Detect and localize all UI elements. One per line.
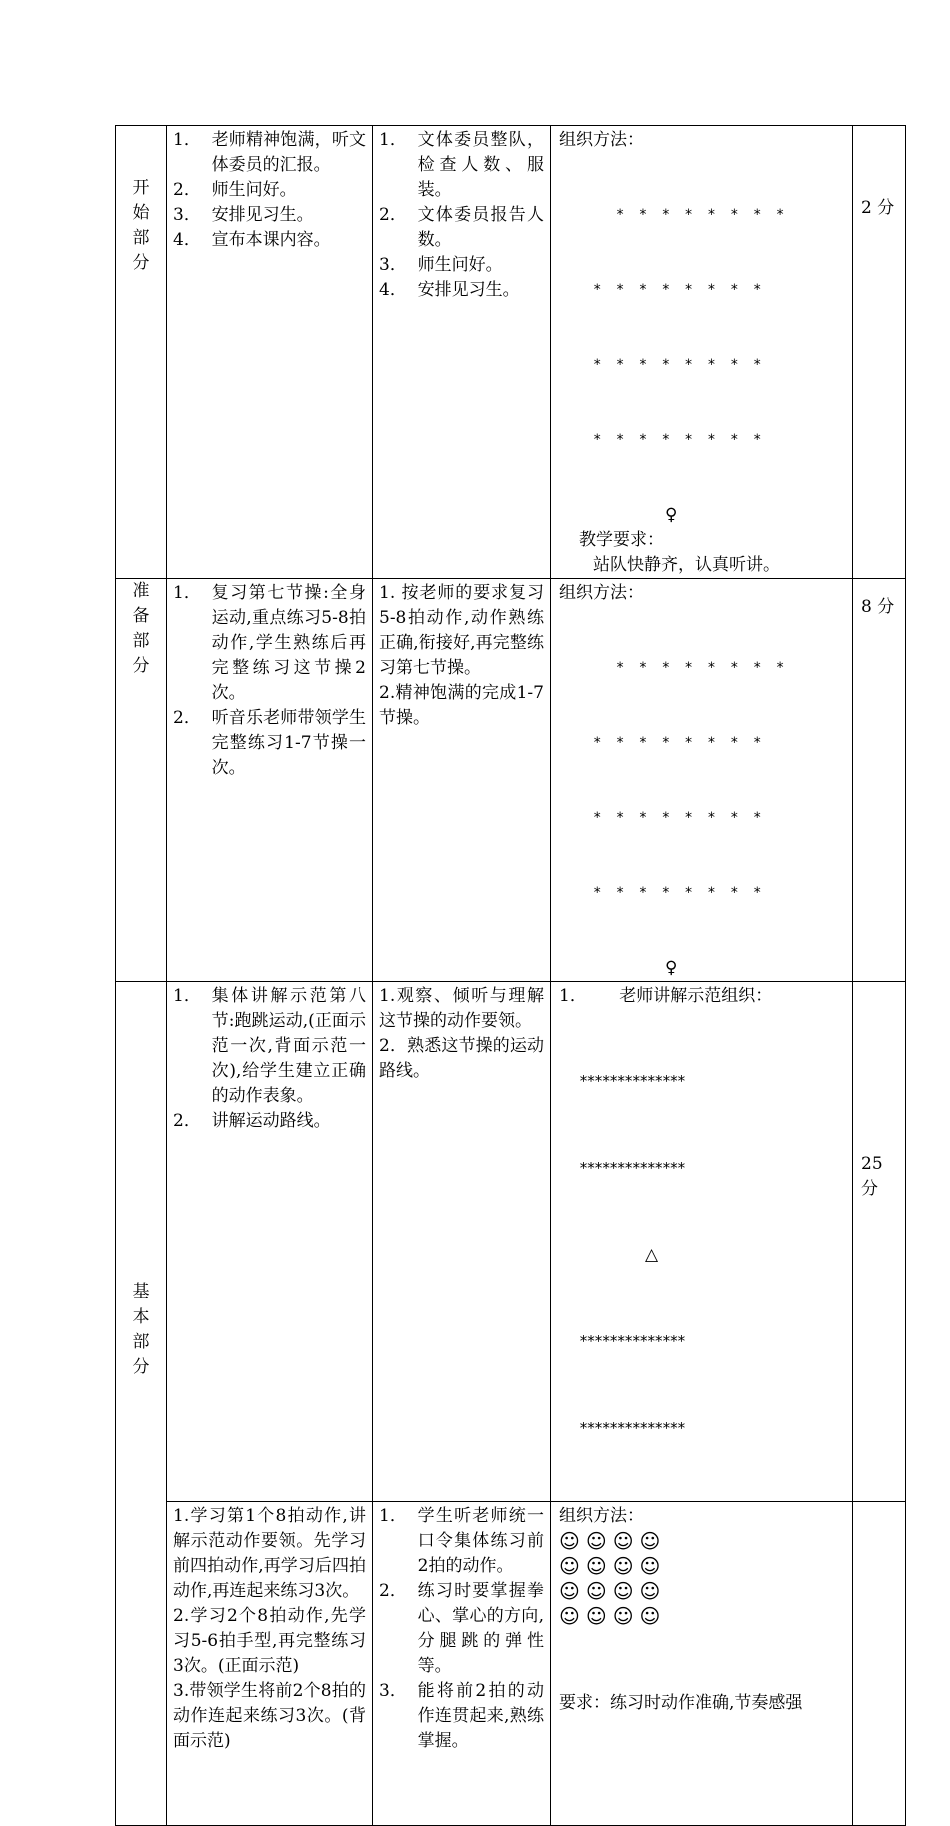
smiley-row: ☺☺☺☺	[559, 1579, 667, 1603]
list-item: 3． 师生问好。	[379, 255, 503, 275]
list-item: 1． 老师精神饱满，听文体委员的汇报。	[173, 130, 366, 175]
org-method-title: 1． 老师讲解示范组织：	[559, 986, 773, 1006]
list-item: 3． 能将前2拍的动作连贯起来,熟练掌握。	[379, 1681, 544, 1751]
row-start	[116, 126, 906, 579]
list-item: 1． 学生听老师统一口令集体练习前2拍的动作。	[379, 1506, 544, 1576]
list-item: 2． 讲解运动路线。	[173, 1111, 331, 1131]
teacher-activity-prep	[167, 579, 373, 982]
list-item: 1． 集体讲解示范第八节:跑跳运动,(正面示范一次,背面示范一次),给学生建立正确的动作表象。	[173, 986, 366, 1106]
list-item: 1. 按老师的要求复习5-8拍动作,动作熟练正确,衔接好,再完整练习第七节操。	[379, 583, 544, 678]
time-basic-2	[853, 1502, 906, 1826]
requirement-title: 教学要求：	[579, 530, 664, 550]
list-item: 2.精神饱满的完成1-7节操。	[379, 683, 544, 728]
requirement-text: 要求：练习时动作准确,节奏感强	[559, 1693, 803, 1713]
organization-basic-1	[551, 982, 853, 1502]
smiley-row: ☺☺☺☺	[559, 1529, 667, 1553]
organization-start	[551, 126, 853, 579]
org-method-title: 组织方法：	[559, 583, 644, 603]
row-prep	[116, 579, 906, 982]
requirement-text: 站队快静齐，认真听讲。	[593, 555, 780, 575]
triangle-icon: △	[645, 1245, 659, 1265]
organization-basic-2	[551, 1502, 853, 1826]
smiley-formation	[559, 1529, 844, 1629]
organization-prep	[551, 579, 853, 982]
formation-stars: * * * * * * * * * * * * * * * * * * * * * * * * * * * * * * * *	[593, 207, 788, 448]
teacher-position-icon: ♀	[665, 958, 678, 978]
org-method-title: 组织方法：	[559, 130, 644, 150]
list-item: 2． 练习时要掌握拳心、掌心的方向,分腿跳的弹性等。	[379, 1581, 544, 1676]
list-item: 1． 复习第七节操:全身运动,重点练习5-8拍动作,学生熟练后再完整练习这节操2次。	[173, 583, 366, 703]
teacher-activity-basic-2	[167, 1502, 373, 1826]
section-label-prep: 准 备 部 分	[116, 579, 167, 982]
formation-stars: * * * * * * * * * * * * * * * * * * * * * * * * * * * * * * * *	[593, 660, 788, 901]
list-item: 1.学习第1个8拍动作,讲解示范动作要领。先学习前四拍动作,再学习后四拍动作,再连起来练习3次。	[173, 1506, 366, 1601]
list-item: 4． 宣布本课内容。	[173, 230, 331, 250]
student-activity-prep	[373, 579, 551, 982]
list-item: 1． 文体委员整队，检查人数、服装。	[379, 130, 544, 200]
time-prep: 8 分	[853, 579, 906, 982]
student-activity-basic-1	[373, 982, 551, 1502]
time-basic: 25分	[853, 982, 906, 1502]
teacher-activity-start	[167, 126, 373, 579]
list-item: 2．熟悉这节操的运动路线。	[379, 1036, 544, 1081]
list-item: 2． 师生问好。	[173, 180, 297, 200]
student-activity-start	[373, 126, 551, 579]
row-basic-1	[116, 982, 906, 1502]
formation-stars-top: ************** **************	[579, 1072, 685, 1177]
list-item: 2． 文体委员报告人数。	[379, 205, 544, 250]
list-item: 2.学习2个8拍动作,先学习5-6拍手型,再完整练习3次。(正面示范)	[173, 1606, 366, 1676]
org-method-title: 组织方法：	[559, 1506, 644, 1526]
student-activity-basic-2	[373, 1502, 551, 1826]
list-item: 1.观察、倾听与理解这节操的动作要领。	[379, 986, 544, 1031]
section-label-start: 开 始 部 分	[116, 126, 167, 579]
row-basic-2	[116, 1502, 906, 1826]
lesson-plan-table	[115, 125, 906, 1826]
list-item: 3.带领学生将前2个8拍的动作连起来练习3次。(背面示范)	[173, 1681, 366, 1751]
list-item: 2． 听音乐老师带领学生完整练习1-7节操一次。	[173, 708, 366, 778]
formation-stars-bottom: ************** **************	[579, 1332, 685, 1437]
time-start: 2 分	[853, 126, 906, 579]
list-item: 4． 安排见习生。	[379, 280, 520, 300]
teacher-activity-basic-1	[167, 982, 373, 1502]
teacher-position-icon: ♀	[665, 505, 678, 525]
section-label-basic: 基 本 部 分	[116, 982, 167, 1826]
smiley-row: ☺☺☺☺	[559, 1604, 667, 1628]
list-item: 3． 安排见习生。	[173, 205, 314, 225]
smiley-row: ☺☺☺☺	[559, 1554, 667, 1578]
